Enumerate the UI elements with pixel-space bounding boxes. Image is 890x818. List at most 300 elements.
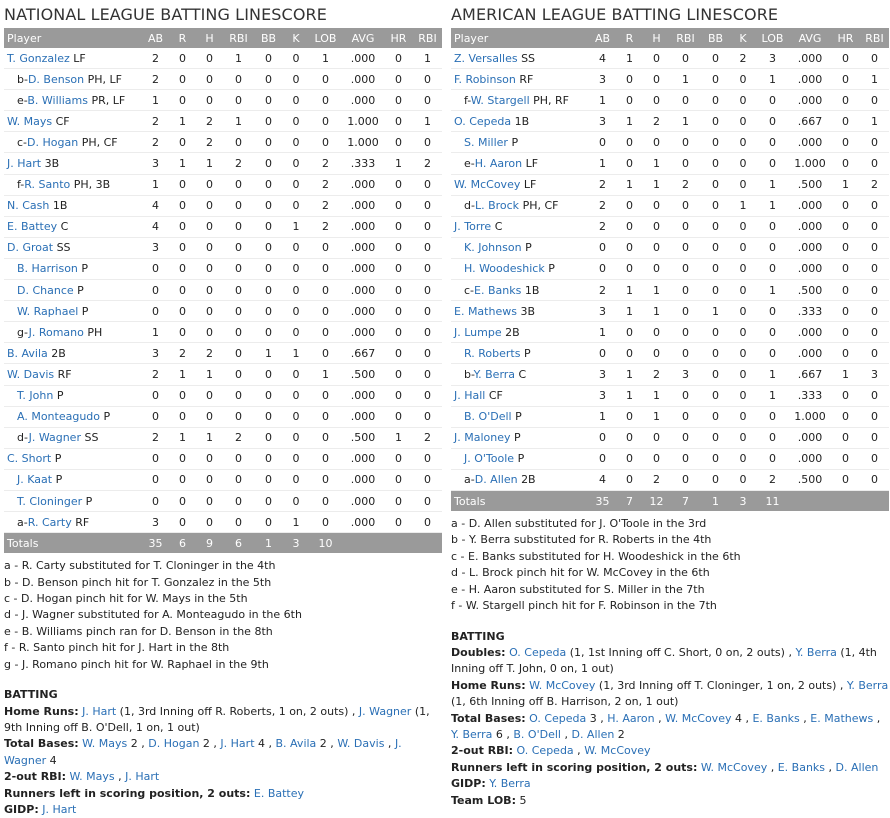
player-row [4, 322, 442, 343]
player-position: PH, 3B [73, 178, 111, 192]
stat-cell: 0 [309, 69, 342, 90]
player-row [4, 301, 442, 322]
batting-line [4, 736, 442, 769]
stat-cell: 3 [142, 343, 169, 364]
stat-cell: .000 [342, 512, 384, 533]
stat-cell: 0 [223, 301, 254, 322]
stat-cell: 2 [413, 153, 442, 174]
stat-cell: 0 [756, 258, 789, 279]
player-link[interactable]: E. Battey [7, 220, 58, 234]
stat-cell: 0 [142, 469, 169, 490]
player-cell [451, 406, 589, 427]
stat-cell: 0 [196, 280, 223, 301]
stat-cell: 1 [616, 111, 643, 132]
batting-detail: (1, 1st Inning off C. Short, 0 on, 2 outs) , [566, 645, 796, 659]
column-header: RBI [670, 28, 701, 48]
stat-cell: 2 [223, 427, 254, 448]
column-header: R [169, 28, 196, 48]
stat-cell: 1 [589, 406, 616, 427]
player-link[interactable]: J. Hart [82, 704, 117, 718]
stat-cell: 1 [254, 343, 283, 364]
player-link[interactable]: D. Allen [474, 473, 518, 487]
stat-cell: .500 [789, 280, 831, 301]
player-link[interactable]: H. Woodeshick [464, 262, 545, 276]
player-link[interactable]: J. Kaat [17, 473, 53, 487]
column-header: Player [451, 28, 589, 48]
stat-cell: 0 [670, 216, 701, 237]
player-row [451, 427, 889, 448]
stat-cell: 0 [254, 406, 283, 427]
stat-cell: 0 [196, 174, 223, 195]
stat-cell: .000 [789, 132, 831, 153]
totals-cell [413, 533, 442, 554]
player-link[interactable]: O. Cepeda [454, 114, 512, 128]
player-position: PH, RF [533, 93, 570, 107]
player-link[interactable]: R. Carty [27, 515, 72, 529]
stat-cell: 1 [643, 301, 670, 322]
sub-prefix: f- [17, 178, 25, 192]
player-row [451, 322, 889, 343]
player-position: 3B [520, 304, 536, 318]
stat-cell: 0 [169, 406, 196, 427]
stat-cell: 0 [670, 132, 701, 153]
stat-cell: 0 [309, 490, 342, 511]
player-link[interactable]: N. Cash [7, 199, 50, 213]
player-link[interactable]: A. Monteagudo [17, 410, 101, 424]
stat-cell: 4 [589, 48, 616, 69]
player-link[interactable]: E. Battey [253, 786, 305, 800]
stat-cell: 1 [169, 364, 196, 385]
stat-cell: .333 [789, 301, 831, 322]
player-link[interactable]: B. Avila [275, 737, 317, 751]
player-row [451, 90, 889, 111]
player-link[interactable]: J. Hart [125, 770, 160, 784]
column-header: AB [589, 28, 616, 48]
stat-cell: 0 [283, 469, 309, 490]
player-link[interactable]: H. Aaron [474, 157, 523, 171]
stat-cell: 0 [756, 301, 789, 322]
player-cell [451, 427, 589, 448]
batting-detail: (1, 9th Inning off B. O'Dell, 1 on, 1 out) [4, 704, 430, 734]
player-position: 1B [524, 283, 540, 297]
player-position: P [515, 410, 522, 424]
stat-cell: 0 [283, 448, 309, 469]
player-cell [4, 132, 142, 153]
stat-cell: 0 [831, 385, 860, 406]
player-link[interactable]: E. Banks [474, 283, 522, 297]
stat-cell: 0 [701, 469, 730, 490]
player-link[interactable]: J. O'Toole [464, 452, 515, 466]
player-link[interactable]: W. Mays [82, 737, 128, 751]
batting-detail: 4 [46, 753, 57, 767]
player-link[interactable]: Y. Berra [489, 777, 531, 791]
player-link[interactable]: J. Wagner [28, 431, 81, 445]
stat-cell: 0 [831, 69, 860, 90]
stat-cell: 0 [701, 216, 730, 237]
al-notes [451, 516, 889, 614]
stat-cell: 2 [142, 111, 169, 132]
stat-cell: 0 [413, 280, 442, 301]
stat-cell: 0 [643, 343, 670, 364]
sub-prefix: c- [17, 135, 28, 149]
player-link[interactable]: D. Hogan [148, 737, 200, 751]
al-header-row [451, 28, 889, 48]
column-header: Player [4, 28, 142, 48]
stat-cell: 0 [254, 90, 283, 111]
batting-detail: (1, 6th Inning off B. Harrison, 2 on, 1 out) [451, 695, 679, 709]
player-row [451, 301, 889, 322]
stat-cell: 0 [413, 490, 442, 511]
player-cell [451, 174, 589, 195]
player-link[interactable]: L. Brock [474, 199, 520, 213]
stat-cell: 1 [756, 385, 789, 406]
batting-label: Doubles: [451, 645, 506, 659]
stat-cell: 0 [384, 512, 413, 533]
player-link[interactable]: W. McCovey [584, 744, 651, 758]
stat-cell: 0 [384, 237, 413, 258]
stat-cell: 0 [223, 490, 254, 511]
player-link[interactable]: T. Cloninger [17, 494, 83, 508]
player-link[interactable]: S. Miller [464, 135, 508, 149]
player-link[interactable]: J. Hall [454, 389, 486, 403]
batting-heading: BATTING [451, 629, 505, 643]
player-position: RF [57, 367, 72, 381]
player-link[interactable]: B. Avila [7, 346, 48, 360]
stat-cell: 0 [283, 301, 309, 322]
stat-cell: 0 [616, 153, 643, 174]
stat-cell: 0 [643, 132, 670, 153]
player-link[interactable]: W. McCovey [665, 711, 732, 725]
stat-cell: 0 [196, 448, 223, 469]
player-row [451, 364, 889, 385]
column-header: H [643, 28, 670, 48]
totals-cell: 6 [223, 533, 254, 554]
player-position: P [548, 262, 555, 276]
stat-cell: 3 [589, 111, 616, 132]
player-link[interactable]: K. Johnson [464, 241, 522, 255]
nl-notes [4, 558, 442, 673]
player-link[interactable]: B. Harrison [17, 262, 78, 276]
batting-line [451, 793, 889, 809]
stat-cell: 0 [589, 448, 616, 469]
player-link[interactable]: J. Hart [7, 157, 42, 171]
stat-cell: 0 [309, 448, 342, 469]
batting-detail: (1, 4th Inning off T. John, 0 on, 1 out) [451, 645, 877, 676]
batting-detail: , [799, 711, 811, 725]
stat-cell: 2 [309, 195, 342, 216]
player-link[interactable]: J. Lumpe [454, 325, 502, 339]
player-link[interactable]: B. Williams [27, 93, 88, 107]
stat-cell: 0 [413, 195, 442, 216]
stat-cell: 0 [309, 406, 342, 427]
player-cell [4, 427, 142, 448]
batting-detail: , [114, 770, 126, 784]
player-cell [4, 174, 142, 195]
player-link[interactable]: O. Cepeda [529, 711, 587, 725]
player-link[interactable]: W. Davis [337, 737, 385, 751]
player-link[interactable]: J. Hart [42, 802, 77, 816]
stat-cell: 0 [589, 427, 616, 448]
player-link[interactable]: E. Mathews [454, 304, 517, 318]
player-row [451, 343, 889, 364]
stat-cell: 0 [670, 153, 701, 174]
stat-cell: 0 [831, 90, 860, 111]
player-position: C [518, 367, 527, 381]
player-link[interactable]: O. Cepeda [509, 645, 567, 659]
stat-cell: 2 [223, 153, 254, 174]
player-link[interactable]: W. Raphael [17, 304, 79, 318]
stat-cell: 0 [831, 111, 860, 132]
stat-cell: 0 [701, 90, 730, 111]
player-cell [451, 280, 589, 301]
player-link[interactable]: J. Hart [220, 737, 255, 751]
stat-cell: 0 [413, 512, 442, 533]
stat-cell: 1 [413, 48, 442, 69]
stat-cell: 4 [142, 195, 169, 216]
player-link[interactable]: C. Short [7, 452, 52, 466]
player-link[interactable]: R. Santo [24, 178, 71, 192]
stat-cell: 0 [413, 132, 442, 153]
stat-cell: 1 [616, 174, 643, 195]
player-link[interactable]: B. O'Dell [464, 410, 512, 424]
nl-section [4, 0, 442, 818]
stat-cell: 2 [142, 364, 169, 385]
player-cell [4, 90, 142, 111]
stat-cell: 0 [309, 301, 342, 322]
batting-detail: , [873, 711, 881, 725]
player-link[interactable]: D. Benson [27, 72, 85, 86]
stat-cell: 0 [860, 216, 889, 237]
substitution-note: e - H. Aaron substituted for S. Miller in the 7th [451, 582, 705, 596]
player-cell [4, 385, 142, 406]
stat-cell: 0 [169, 216, 196, 237]
player-link[interactable]: J. Romano [28, 325, 84, 339]
stat-cell: 0 [196, 322, 223, 343]
stat-cell: 0 [701, 237, 730, 258]
player-row [451, 216, 889, 237]
sub-prefix: b- [17, 72, 28, 86]
stat-cell: 0 [670, 427, 701, 448]
stat-cell: 0 [730, 216, 756, 237]
totals-cell: 11 [756, 490, 789, 511]
player-link[interactable]: H. Aaron [607, 711, 655, 725]
player-row [4, 469, 442, 490]
stat-cell: 0 [254, 48, 283, 69]
stat-cell: 0 [169, 174, 196, 195]
stat-cell: 0 [169, 322, 196, 343]
stat-cell: .000 [789, 216, 831, 237]
stat-cell: 0 [254, 490, 283, 511]
stat-cell: 0 [756, 406, 789, 427]
stat-cell: 0 [730, 385, 756, 406]
stat-cell: 0 [254, 364, 283, 385]
stat-cell: 0 [701, 153, 730, 174]
stat-cell: 0 [756, 153, 789, 174]
stat-cell: 0 [384, 406, 413, 427]
player-link[interactable]: R. Roberts [464, 346, 521, 360]
batting-label: GIDP: [451, 777, 486, 791]
stat-cell: 0 [616, 322, 643, 343]
player-row [4, 385, 442, 406]
stat-cell: 0 [169, 69, 196, 90]
player-position: P [103, 410, 111, 424]
player-cell [451, 216, 589, 237]
player-link[interactable]: W. Mays [69, 770, 115, 784]
stat-cell: 2 [142, 132, 169, 153]
stat-cell: 0 [169, 448, 196, 469]
player-link[interactable]: E. Banks [777, 760, 826, 774]
totals-row [4, 533, 442, 554]
sub-prefix: e- [17, 93, 28, 107]
player-link[interactable]: D. Hogan [27, 135, 79, 149]
player-link[interactable]: W. McCovey [700, 760, 768, 774]
stat-cell: 2 [142, 48, 169, 69]
player-position: P [56, 389, 64, 403]
player-link[interactable]: J. Wagner [358, 704, 412, 718]
column-header: RBI [413, 28, 442, 48]
player-cell [4, 301, 142, 322]
stat-cell: 0 [670, 48, 701, 69]
stat-cell: 1 [283, 216, 309, 237]
stat-cell: 0 [223, 237, 254, 258]
player-row [451, 195, 889, 216]
stat-cell: 0 [701, 427, 730, 448]
stat-cell: 0 [223, 216, 254, 237]
player-link[interactable]: D. Allen [835, 760, 879, 774]
batting-label: Runners left in scoring position, 2 outs: [451, 760, 698, 774]
stat-cell: 0 [196, 512, 223, 533]
stat-cell: 0 [701, 69, 730, 90]
player-link[interactable]: Y. Berra [846, 678, 889, 692]
stat-cell: 0 [756, 90, 789, 111]
stat-cell: 0 [254, 132, 283, 153]
stat-cell: 0 [670, 448, 701, 469]
stat-cell: 0 [283, 48, 309, 69]
stat-cell: 0 [413, 406, 442, 427]
stat-cell: 0 [384, 69, 413, 90]
player-cell [451, 469, 589, 490]
batting-line [451, 711, 889, 744]
stat-cell: 0 [860, 237, 889, 258]
stat-cell: 0 [384, 322, 413, 343]
player-position: P [514, 431, 521, 445]
totals-cell [789, 490, 831, 511]
stat-cell: 1 [223, 48, 254, 69]
player-link[interactable]: Y. Berra [473, 367, 516, 381]
player-link[interactable]: W. Davis [7, 367, 55, 381]
batting-line [4, 802, 442, 818]
stat-cell: 0 [670, 195, 701, 216]
player-row [4, 90, 442, 111]
stat-cell: 1 [616, 301, 643, 322]
stat-cell: .000 [342, 216, 384, 237]
player-position: 2B [51, 346, 66, 360]
stat-cell: 2 [589, 174, 616, 195]
player-link[interactable]: W. Stargell [470, 93, 530, 107]
stat-cell: 0 [616, 469, 643, 490]
stat-cell: 2 [670, 174, 701, 195]
stat-cell: 0 [384, 258, 413, 279]
stat-cell: 0 [254, 427, 283, 448]
player-cell [451, 237, 589, 258]
stat-cell: 3 [589, 364, 616, 385]
stat-cell: 1 [756, 364, 789, 385]
player-link[interactable]: E. Mathews [810, 711, 874, 725]
stat-cell: 0 [384, 490, 413, 511]
player-row [451, 111, 889, 132]
stat-cell: 3 [142, 512, 169, 533]
player-cell [451, 343, 589, 364]
player-link[interactable]: E. Banks [752, 711, 800, 725]
player-row [451, 237, 889, 258]
player-row [4, 406, 442, 427]
stat-cell: 0 [701, 364, 730, 385]
stat-cell: 3 [142, 237, 169, 258]
stat-cell: 1 [169, 427, 196, 448]
totals-cell: 1 [254, 533, 283, 554]
stat-cell: .000 [342, 69, 384, 90]
player-cell [451, 132, 589, 153]
player-link[interactable]: W. McCovey [529, 678, 596, 692]
player-link[interactable]: Z. Versalles [454, 51, 518, 65]
player-link[interactable]: J. Wagner [4, 737, 402, 767]
player-row [451, 132, 889, 153]
player-link[interactable]: D. Groat [7, 241, 54, 255]
player-link[interactable]: O. Cepeda [516, 744, 574, 758]
column-header: RBI [860, 28, 889, 48]
stat-cell: 0 [223, 90, 254, 111]
player-link[interactable]: B. O'Dell [513, 727, 561, 741]
player-link[interactable]: Y. Berra [451, 727, 493, 741]
stat-cell: 0 [254, 512, 283, 533]
player-link[interactable]: J. Maloney [454, 431, 511, 445]
player-link[interactable]: F. Robinson [454, 72, 516, 86]
player-link[interactable]: W. McCovey [454, 178, 521, 192]
player-cell [451, 301, 589, 322]
stat-cell: 0 [254, 69, 283, 90]
player-position: C [60, 220, 69, 234]
player-link[interactable]: D. Chance [17, 283, 74, 297]
batting-detail: (1, 3rd Inning off R. Roberts, 1 on, 2 outs) , [116, 704, 359, 718]
stat-cell: 0 [643, 322, 670, 343]
totals-cell [860, 490, 889, 511]
stat-cell: 0 [254, 448, 283, 469]
stat-cell: 0 [831, 301, 860, 322]
batting-label: Total Bases: [4, 737, 79, 751]
player-row [451, 385, 889, 406]
stat-cell: 0 [196, 69, 223, 90]
stat-cell: 1 [616, 48, 643, 69]
player-cell [451, 258, 589, 279]
player-link[interactable]: J. Torre [454, 220, 492, 234]
player-link[interactable]: T. John [17, 389, 54, 403]
stat-cell: 0 [254, 216, 283, 237]
stat-cell: 0 [831, 153, 860, 174]
stat-cell: 0 [860, 258, 889, 279]
stat-cell: 0 [196, 216, 223, 237]
stat-cell: 0 [283, 195, 309, 216]
player-link[interactable]: D. Allen [571, 727, 615, 741]
player-link[interactable]: W. Mays [7, 114, 53, 128]
stat-cell: 0 [756, 448, 789, 469]
stat-cell: 0 [169, 90, 196, 111]
stat-cell: 0 [223, 469, 254, 490]
stat-cell: 0 [589, 343, 616, 364]
stat-cell: 0 [730, 427, 756, 448]
player-link[interactable]: T. Gonzalez [7, 51, 70, 65]
player-link[interactable]: Y. Berra [795, 645, 837, 659]
batting-label: Home Runs: [4, 704, 79, 718]
